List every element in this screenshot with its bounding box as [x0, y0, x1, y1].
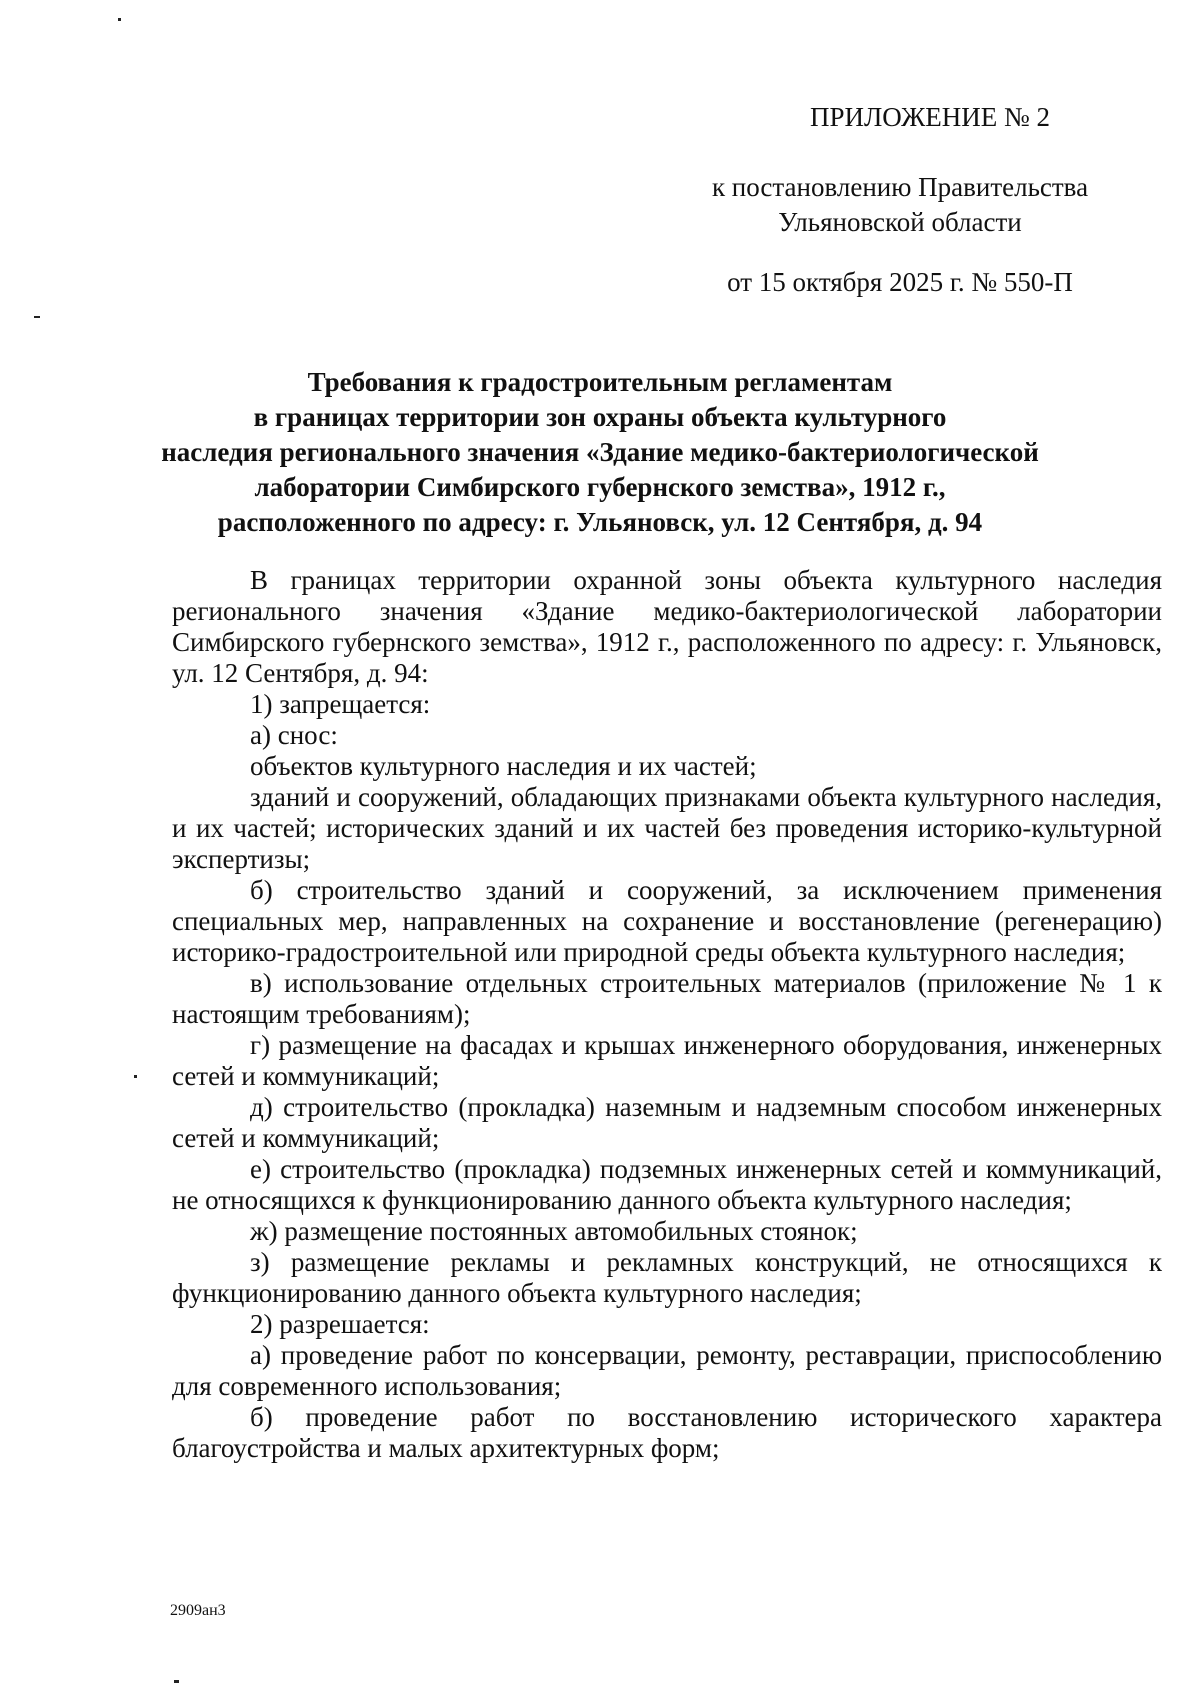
- body-paragraph: е) строительство (прокладка) подземных инженерных сетей и коммуникаций, не относящихся к функционированию данного объекта культурного наследия;: [172, 1154, 1162, 1215]
- document-body: [172, 565, 1162, 1464]
- decree-reference-line: к постановлению Правительства: [711, 172, 1089, 202]
- title-line: наследия регионального значения «Здание медико-бактериологической: [161, 437, 1039, 467]
- body-paragraph: а) проведение работ по консервации, ремонту, реставрации, приспособлению для современного использования;: [172, 1340, 1162, 1401]
- appendix-label: ПРИЛОЖЕНИЕ № 2: [809, 102, 1051, 132]
- body-paragraph: 2) разрешается:: [250, 1309, 430, 1339]
- decree-reference-line: Ульяновской области: [778, 207, 1022, 237]
- title-line: расположенного по адресу: г. Ульяновск, ул. 12 Сентября, д. 94: [217, 507, 983, 537]
- scan-speck: [174, 1680, 179, 1683]
- body-paragraph: б) строительство зданий и сооружений, за исключением применения специальных мер, направленных на сохранение и восстановление (регенерацию) историко-градостроительной или природной среды объекта культурного наследия;: [172, 875, 1162, 967]
- scan-speck: [134, 1075, 137, 1078]
- title-line: в границах территории зон охраны объекта культурного: [253, 402, 947, 432]
- body-paragraph: ж) размещение постоянных автомобильных стоянок;: [250, 1216, 858, 1246]
- body-paragraph: В границах территории охранной зоны объекта культурного наследия регионального значения «Здание медико-бактериологической лаборатории Симбирского губернского земства», 1912 г., расположенного по адресу: г. Ульяновск, ул. 12 Сентября, д. 94:: [172, 565, 1162, 688]
- document-code: 2909ан3: [170, 1602, 226, 1619]
- body-paragraph: зданий и сооружений, обладающих признаками объекта культурного наследия, и их частей; исторических зданий и их частей без проведения историко-культурной экспертизы;: [172, 782, 1162, 874]
- body-paragraph: г) размещение на фасадах и крышах инженерного оборудования, инженерных сетей и коммуникаций;: [172, 1030, 1162, 1091]
- body-paragraph: 1) запрещается:: [250, 689, 431, 719]
- body-paragraph: объектов культурного наследия и их частей;: [250, 751, 757, 781]
- body-paragraph: б) проведение работ по восстановлению исторического характера благоустройства и малых архитектурных форм;: [172, 1402, 1162, 1463]
- decree-date: от 15 октября 2025 г. № 550-П: [727, 267, 1073, 297]
- body-paragraph: з) размещение рекламы и рекламных конструкций, не относящихся к функционированию данного объекта культурного наследия;: [172, 1247, 1162, 1308]
- body-paragraph: д) строительство (прокладка) наземным и надземным способом инженерных сетей и коммуникаций;: [172, 1092, 1162, 1153]
- title-line: лаборатории Симбирского губернского земства», 1912 г.,: [254, 472, 946, 502]
- body-paragraph: а) снос:: [250, 720, 338, 750]
- body-paragraph: в) использование отдельных строительных материалов (приложение № 1 к настоящим требованиям);: [172, 968, 1162, 1029]
- decree-reference: [700, 170, 1100, 240]
- scan-speck: [118, 18, 121, 21]
- document-title: [160, 365, 1040, 540]
- title-line: Требования к градостроительным регламентам: [307, 367, 893, 397]
- scan-speck: [34, 316, 40, 318]
